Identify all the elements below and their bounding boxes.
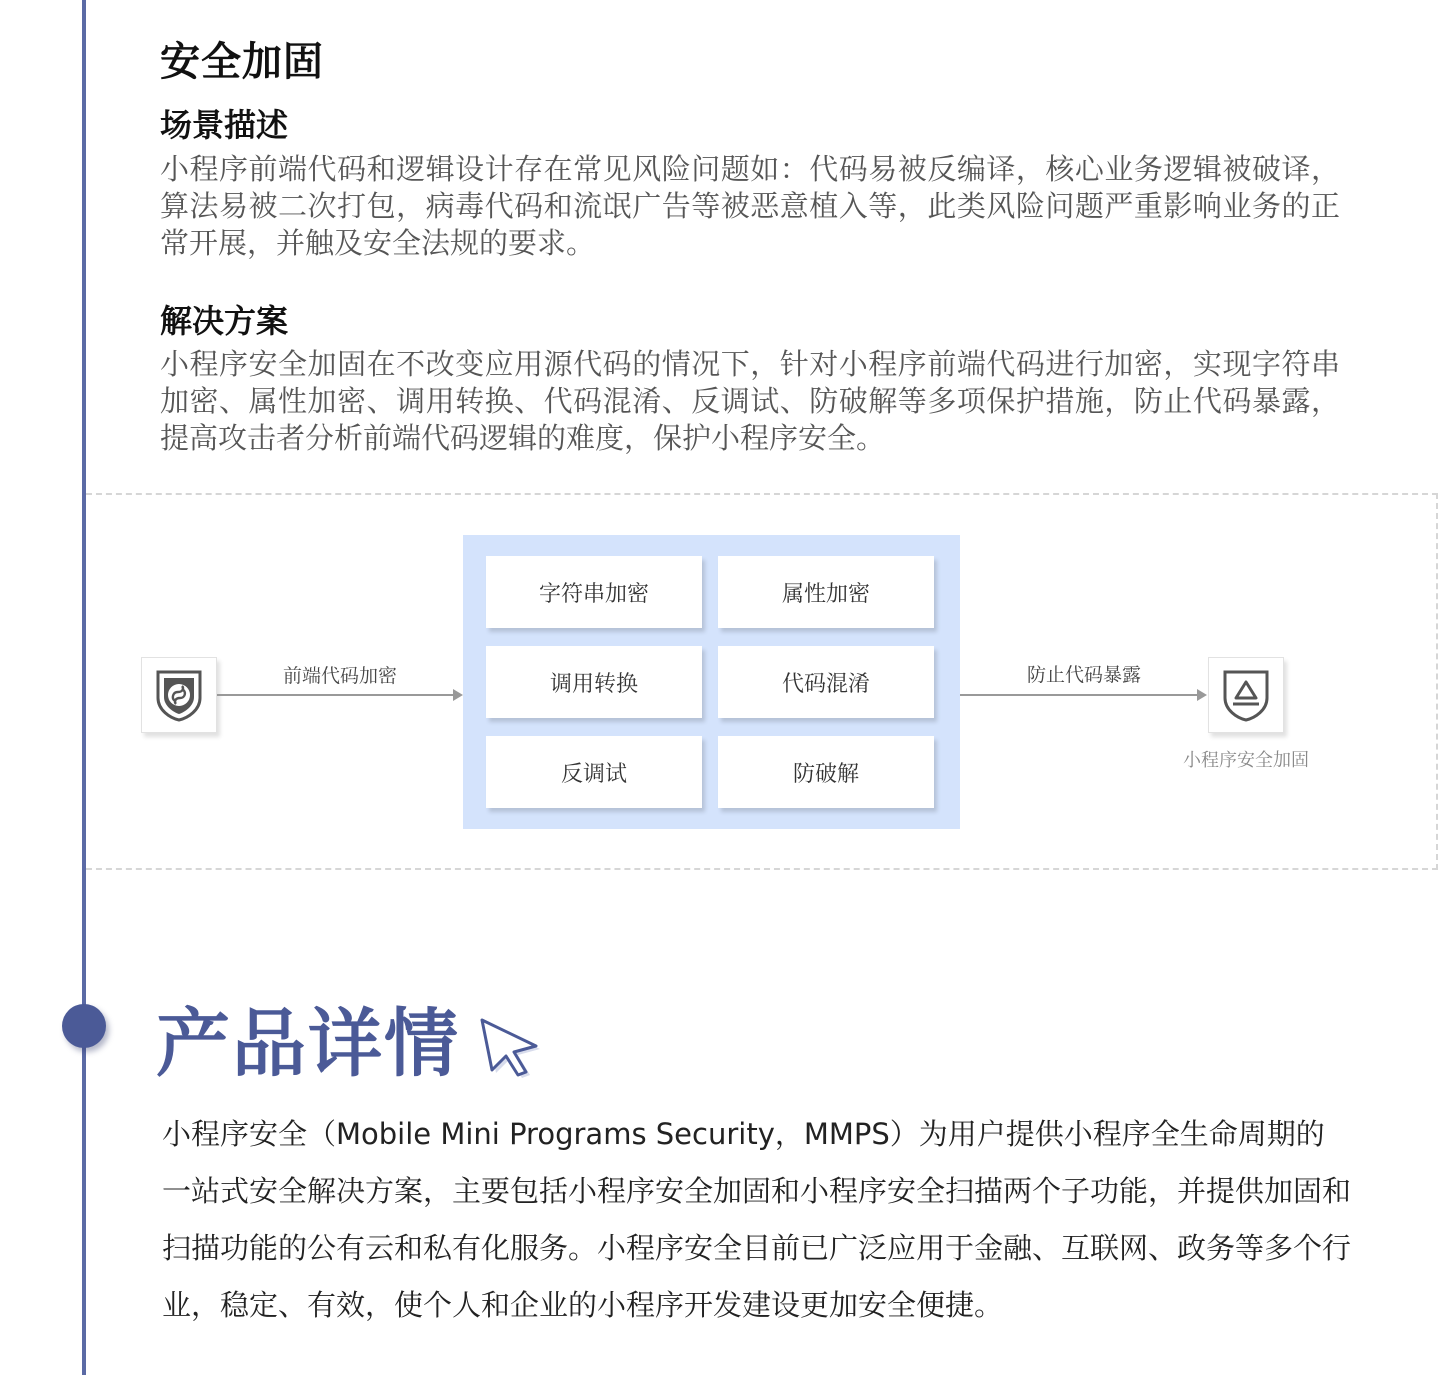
solution-heading: 解决方案 (160, 302, 289, 340)
feature-card: 防破解 (718, 736, 934, 808)
feature-card: 反调试 (486, 736, 702, 808)
right-arrow (960, 694, 1204, 696)
scenario-heading: 场景描述 (160, 106, 289, 144)
product-title: 产品详情 (156, 1001, 460, 1087)
section-title: 安全加固 (160, 39, 324, 85)
product-description: 小程序安全（Mobile Mini Programs Security，MMPS）为用户提供小程序全生命周期的一站式安全解决方案，主要包括小程序安全加固和小程序安全扫描两个子功能，并提供加固和扫描功能的公有云和私有化服务。小程序安全目前已广泛应用于金融、互联网、政务等多个行业，稳定、有效，使个人和企业的小程序开发建设更加安全便捷。 (162, 1117, 1352, 1322)
feature-card: 属性加密 (718, 556, 934, 628)
solution-text: 小程序安全加固在不改变应用源代码的情况下，针对小程序前端代码进行加密，实现字符串加密、属性加密、调用转换、代码混淆、反调试、防破解等多项保护措施，防止代码暴露，提高攻击者分析前端代码逻辑的难度，保护小程序安全。 (160, 347, 1340, 455)
timeline-dot (62, 1004, 106, 1048)
left-arrow (217, 694, 460, 696)
security-shield-icon (1208, 657, 1284, 733)
feature-card: 调用转换 (486, 646, 702, 718)
feature-card: 代码混淆 (718, 646, 934, 718)
right-arrow-label: 防止代码暴露 (1026, 664, 1141, 686)
end-caption: 小程序安全加固 (1183, 750, 1309, 771)
feature-card: 字符串加密 (486, 556, 702, 628)
mini-program-shield-icon (141, 657, 217, 733)
cursor-pointer-icon (474, 1012, 546, 1078)
left-arrow-label: 前端代码加密 (282, 665, 397, 687)
scenario-text: 小程序前端代码和逻辑设计存在常见风险问题如：代码易被反编译，核心业务逻辑被破译，算法易被二次打包，病毒代码和流氓广告等被恶意植入等，此类风险问题严重影响业务的正常开展，并触及安全法规的要求。 (160, 152, 1340, 260)
